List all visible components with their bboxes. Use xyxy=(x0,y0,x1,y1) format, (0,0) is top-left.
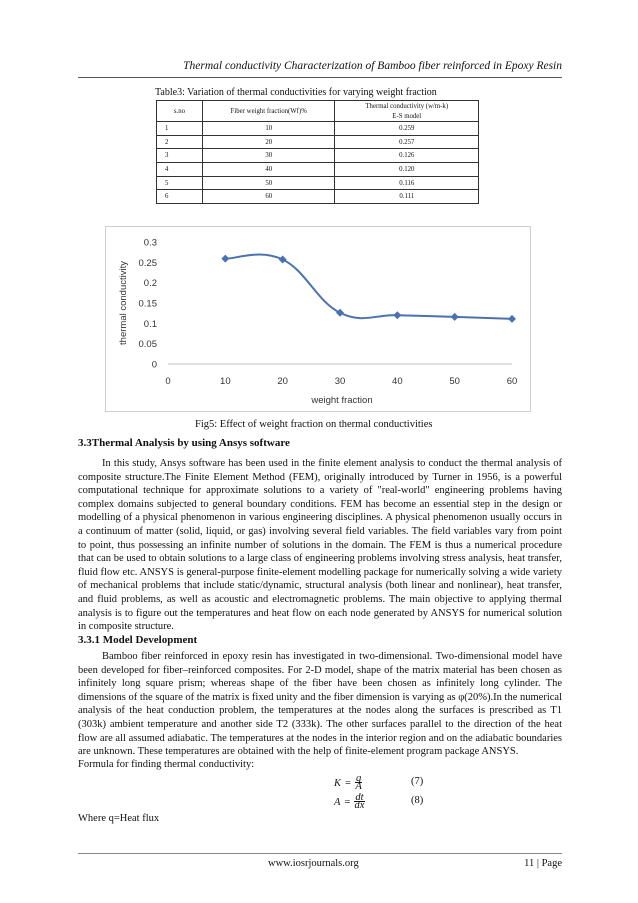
table-cell-tc: 0.120 xyxy=(335,163,479,177)
equation-7-equals: = xyxy=(345,778,351,789)
equation-7-lhs: K xyxy=(334,778,342,789)
table-cell-tc: 0.257 xyxy=(335,135,479,149)
equation-8-equals: = xyxy=(344,797,351,808)
equation-7-fraction xyxy=(355,772,362,792)
table-row xyxy=(157,135,479,149)
running-title: Thermal conductivity Characterization of Bamboo fiber reinforced in Epoxy Resin xyxy=(183,60,562,72)
data-point-marker xyxy=(221,255,229,263)
table-cell-sno: 1 xyxy=(157,122,203,136)
data-point-marker xyxy=(451,313,459,321)
y-tick-label: 0.1 xyxy=(143,318,157,330)
data-point-marker xyxy=(336,309,344,317)
x-tick-label: 60 xyxy=(506,376,518,387)
equation-7-numerator: q xyxy=(355,772,362,784)
x-tick-label: 0 xyxy=(165,376,171,387)
y-tick-label: 0.15 xyxy=(138,298,157,310)
equation-8-number: (8) xyxy=(411,795,424,806)
section-3-3-paragraph: In this study, Ansys software has been used in the finite element analysis to conduct the thermal analysis of composite structure.The Finite Element Method (FEM), originally introduced by Turner in 1956, is a powerful computational technique for approximate solutions to a variety of "real-world" engineering problems having complex domains subjected to general boundary conditions. FEM has become an essential step in the design or modelling of a physical phenomenon in various engineering disciplines. A physical phenomenon usually occurs in a continuum of matter (solid, liquid, or gas) involving several field variables. The field variables vary from point to point, thus possessing an infinite number of solutions in the domain. The FEM is thus a numerical procedure that can be used to obtain solutions to a large class of engineering problems involving stress analysis, heat transfer, fluid flow etc. ANSYS is general-purpose finite-element modelling package for numerically solving a wide variety of mechanical problems that include static/dynamic, structural analysis (both linear and nonlinear), heat transfer, and fluid problems, as well as acoustic and electromagnetic problems. The main objective to applying thermal analysis is to figure out the temperatures and heat flow on each node generated by ANSYS for numerical solution in composite structure. xyxy=(78,458,562,633)
equation-8-lhs: A xyxy=(334,797,341,808)
equation-8 xyxy=(334,792,365,810)
footer-url: www.iosrjournals.org xyxy=(268,858,359,869)
x-tick-label: 20 xyxy=(277,376,288,387)
table-caption: Table3: Variation of thermal conductivities for varying weight fraction xyxy=(155,87,437,98)
data-point-marker xyxy=(393,311,401,319)
section-3-3-heading: 3.3Thermal Analysis by using Ansys software xyxy=(78,437,290,449)
where-line: Where q=Heat flux xyxy=(78,813,160,824)
table-row xyxy=(157,190,479,204)
equation-8-fraction xyxy=(354,791,365,811)
y-tick-label: 0.2 xyxy=(143,278,157,290)
chart-frame xyxy=(105,226,531,412)
section-3-3-1-heading: 3.3.1 Model Development xyxy=(78,634,198,646)
table-cell-sno: 3 xyxy=(157,149,203,163)
table-cell-sno: 2 xyxy=(157,135,203,149)
table-cell-sno: 5 xyxy=(157,176,203,190)
table-row xyxy=(157,163,479,177)
data-point-marker xyxy=(508,315,516,323)
table-cell-sno: 4 xyxy=(157,163,203,177)
table-row xyxy=(157,149,479,163)
y-tick-label: 0.05 xyxy=(138,339,157,351)
table-row xyxy=(157,122,479,136)
equation-8-numerator: dt xyxy=(355,791,364,803)
y-tick-label: 0 xyxy=(151,359,157,371)
x-axis-label: weight fraction xyxy=(311,395,373,406)
thermal-conductivity-chart xyxy=(106,227,530,411)
figure-caption: Fig5: Effect of weight fraction on thermal conductivities xyxy=(195,419,433,430)
equation-7-number: (7) xyxy=(411,776,424,787)
formula-intro: Formula for finding thermal conductivity: xyxy=(78,759,255,770)
equation-8-denominator: dx xyxy=(354,799,365,811)
equation-7-denominator: A xyxy=(355,780,362,792)
table-cell-tc: 0.111 xyxy=(335,190,479,204)
footer-page-number: 11 | Page xyxy=(524,858,562,869)
table-cell-weight: 20 xyxy=(203,135,335,149)
table-cell-weight: 30 xyxy=(203,149,335,163)
table-header-sno: s.no xyxy=(157,101,203,122)
y-tick-label: 0.25 xyxy=(138,257,157,269)
equation-7 xyxy=(334,773,362,791)
x-tick-label: 30 xyxy=(334,376,346,387)
table-header-tc-sub: E-S model xyxy=(335,111,479,122)
table-cell-tc: 0.259 xyxy=(335,122,479,136)
x-tick-label: 40 xyxy=(392,376,403,387)
table-cell-tc: 0.126 xyxy=(335,149,479,163)
table-cell-weight: 60 xyxy=(203,190,335,204)
x-tick-label: 50 xyxy=(449,376,460,387)
footer-rule xyxy=(78,853,562,854)
x-tick-label: 10 xyxy=(220,376,231,387)
table-cell-weight: 40 xyxy=(203,163,335,177)
table-header-tc: Thermal conductivity (w/m-k) xyxy=(335,101,479,112)
series-line xyxy=(225,254,512,318)
table-header-weight: Fiber weight fraction(Wf)% xyxy=(203,101,335,122)
table-cell-sno: 6 xyxy=(157,190,203,204)
y-axis-label: thermal conductivity xyxy=(118,261,129,345)
y-tick-label: 0.3 xyxy=(143,237,157,249)
thermal-conductivity-table xyxy=(156,100,479,204)
table-cell-weight: 50 xyxy=(203,176,335,190)
section-3-3-1-paragraph: Bamboo fiber reinforced in epoxy resin has investigated in two-dimensional. Two-dimensional model have been developed for fiber–reinforced composites. For 2-D model, shape of the matrix material has been chosen as infinitely long square prism; whereas shape of the fiber have been chosen as infinitely long cylinder. The dimensions of the square of the matrix is fixed unity and the fiber dimension is varying as φ(20%).In the numerical analysis of the heat conduction problem, the temperatures at the nodes along the surfaces is prescribed as T1 (303k) ambient temperature and another side T2 (333k). The other surfaces parallel to the direction of the heat flow are all assumed adiabatic. The temperatures at the nodes in the interior region and on the adiabatic boundaries are unknown. These temperatures are obtained with the help of finite-element program package ANSYS. xyxy=(78,651,562,758)
data-point-marker xyxy=(279,255,287,263)
table-row xyxy=(157,176,479,190)
table-cell-weight: 10 xyxy=(203,122,335,136)
table-cell-tc: 0.116 xyxy=(335,176,479,190)
header-rule xyxy=(78,77,562,78)
